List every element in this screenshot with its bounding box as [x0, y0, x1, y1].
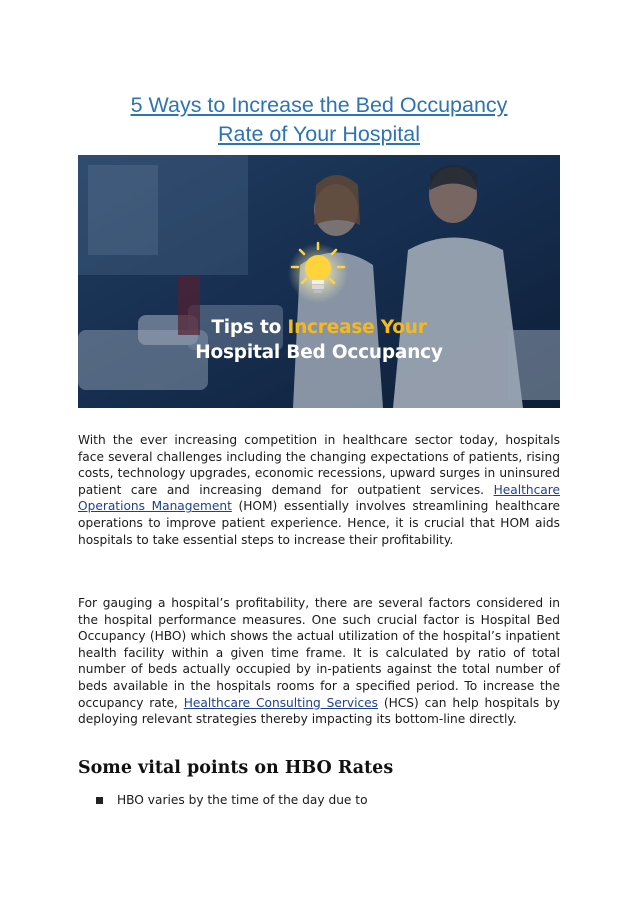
hero-headline-line-2: Hospital Bed Occupancy — [195, 342, 443, 363]
hero-headline-line-1 — [78, 317, 560, 338]
section-heading: Some vital points on HBO Rates — [78, 758, 394, 778]
title-link[interactable] — [131, 93, 508, 146]
hero-illustration — [78, 155, 560, 408]
intro-paragraph — [78, 432, 560, 548]
intro-text-start: With the ever increasing competition in healthcare sector today, hospitals face several challenges including the changing expectations of patients, rising costs, technology upgrades, economic recessions, upward surges in uninsured patient care and increasing demand for outpatient services. — [78, 433, 560, 497]
hero-image — [78, 155, 560, 408]
title-line-1: 5 Ways to Increase the Bed Occupancy — [130, 93, 508, 117]
profitability-paragraph — [78, 595, 560, 728]
page-title — [78, 91, 560, 149]
hero-headline-accent: Increase Your — [287, 317, 427, 338]
intro-text-end: (HOM) essentially involves streamlining healthcare operations to improve patient experience. Hence, it is crucial that HOM aids hospitals to take essential steps to increase their profitability. — [78, 499, 560, 547]
title-line-2: Rate of Your Hospital — [218, 122, 420, 146]
healthcare-consulting-services-link[interactable]: Healthcare Consulting Services — [183, 695, 379, 710]
healthcare-operations-management-link[interactable]: Healthcare Operations Management — [78, 482, 560, 514]
profitability-text-end: (HCS) can help hospitals by deploying relevant strategies thereby impacting its bottom-line directly. — [78, 695, 560, 727]
list-item-text: HBO varies by the time of the day due to — [117, 793, 368, 807]
square-bullet-icon — [96, 797, 103, 804]
hero-headline-prefix: Tips to — [211, 317, 288, 338]
list-item — [96, 793, 368, 807]
profitability-text-start: For gauging a hospital’s profitability, there are several factors considered in the hospital performance measures. One such crucial factor is Hospital Bed Occupancy (HBO) which shows the actual utilization of the hospital’s inpatient health facility within a given time frame. It is calculated by ratio of total number of beds actually occupied by in-patients against the total number of beds available in the hospitals rooms for a specified period. To increase the occupancy rate, — [78, 596, 560, 710]
